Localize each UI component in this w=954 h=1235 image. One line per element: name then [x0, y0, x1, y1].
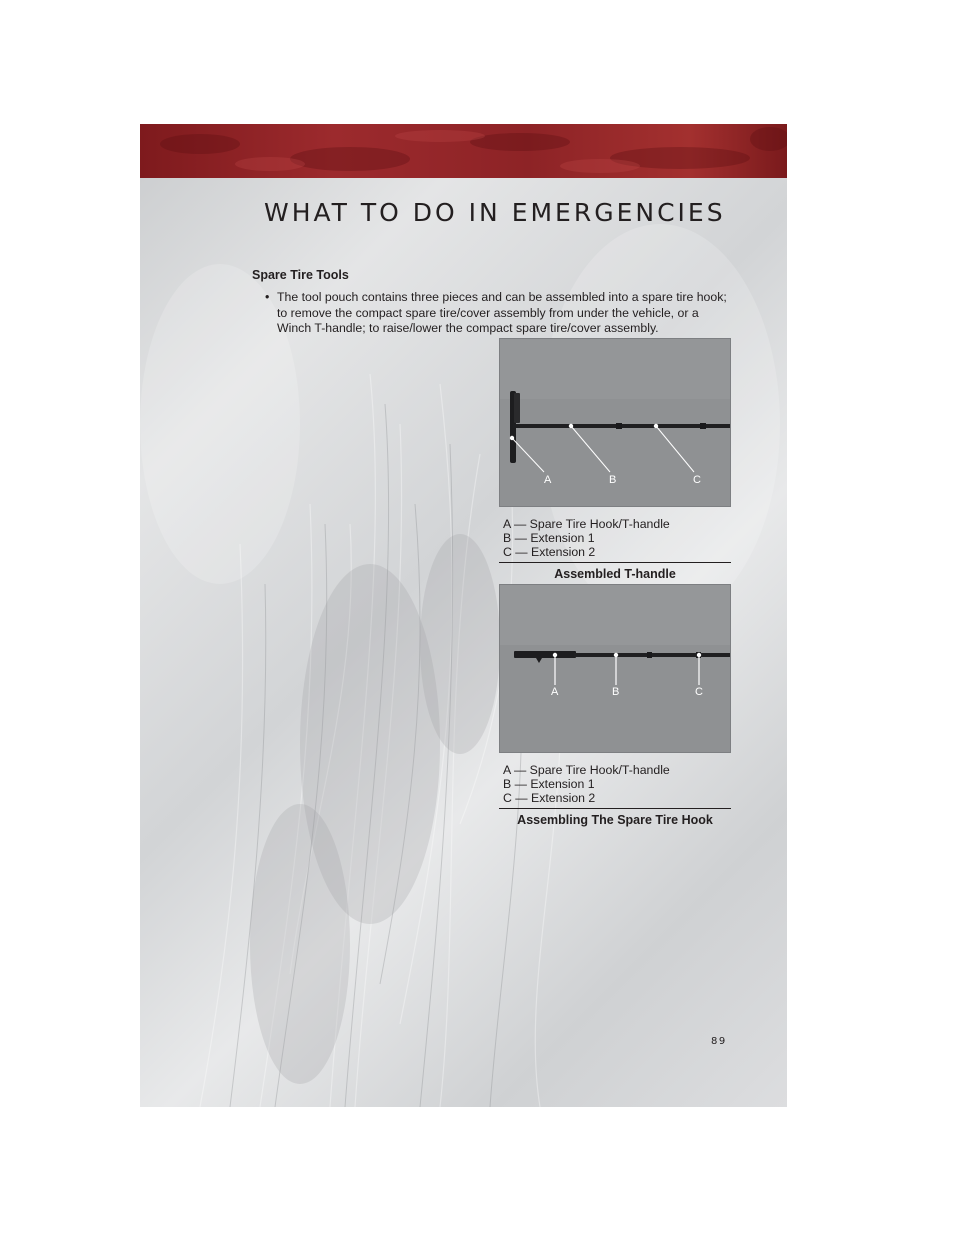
bullet-text: The tool pouch contains three pieces and can be assembled into a spare tire hook; to remove the compact spare tire/cover assembly from under the vehicle, or a Winch T-handle; to raise/lower the compact spare tire/cover assembly.	[277, 290, 727, 335]
legend-item: A — Spare Tire Hook/T-handle	[503, 763, 670, 777]
header-banner	[140, 124, 787, 178]
section-heading: Spare Tire Tools	[252, 268, 349, 282]
callout-c: C	[693, 474, 701, 486]
page-number: 89	[711, 1036, 727, 1047]
caption-rule	[499, 808, 731, 809]
legend-item: C — Extension 2	[503, 791, 596, 805]
banner-texture	[140, 124, 787, 178]
page-title: WHAT TO DO IN EMERGENCIES	[264, 198, 726, 227]
bullet-marker: •	[265, 290, 270, 304]
figure-caption: Assembled T-handle	[554, 567, 676, 581]
callout-b: B	[612, 686, 620, 698]
t-handle-photo	[499, 338, 731, 507]
callout-b: B	[609, 474, 617, 486]
legend-item: C — Extension 2	[503, 545, 596, 559]
legend-item: B — Extension 1	[503, 531, 595, 545]
legend-item: B — Extension 1	[503, 777, 595, 791]
callout-c: C	[695, 686, 703, 698]
manual-page	[140, 124, 787, 1107]
caption-rule	[499, 562, 731, 563]
legend-item: A — Spare Tire Hook/T-handle	[503, 517, 670, 531]
callout-a: A	[544, 474, 552, 486]
spare-tire-hook-photo	[499, 584, 731, 753]
spare-tire-hook-illustration	[500, 585, 730, 752]
callout-a: A	[551, 686, 559, 698]
figure-assembled-t-handle	[499, 338, 731, 581]
figure-legend	[503, 517, 731, 559]
figure-spare-tire-hook	[499, 584, 731, 827]
figure-caption: Assembling The Spare Tire Hook	[517, 813, 713, 827]
hook-body	[514, 651, 576, 658]
t-handle-illustration	[500, 339, 730, 506]
figure-legend	[503, 763, 731, 805]
